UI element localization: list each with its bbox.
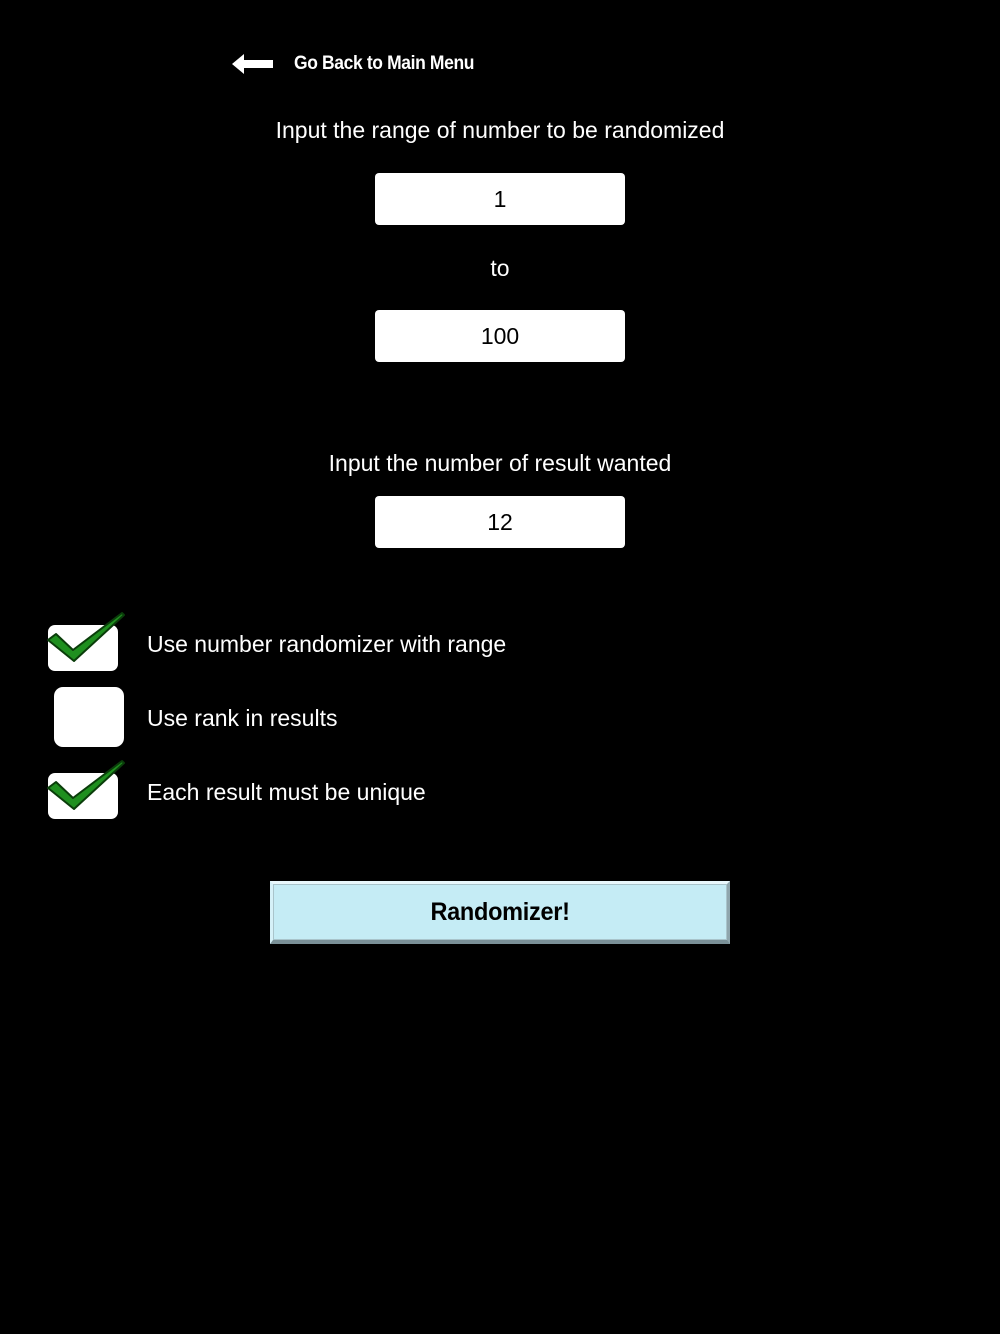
back-to-main-menu-link[interactable]	[232, 48, 490, 80]
range-to-input[interactable]	[375, 310, 625, 362]
option-label: Use rank in results	[147, 704, 338, 731]
left-arrow-icon	[232, 53, 274, 75]
result-count-input[interactable]	[375, 496, 625, 548]
option-rank-results[interactable]	[46, 687, 746, 749]
randomize-button-label: Randomizer!	[430, 897, 570, 926]
range-randomizer-checkbox[interactable]	[46, 613, 126, 675]
randomize-button[interactable]	[270, 881, 730, 944]
range-prompt: Input the range of number to be randomized	[275, 117, 725, 143]
checkmark-icon	[46, 609, 126, 665]
unique-results-checkbox[interactable]	[46, 761, 126, 823]
option-label: Each result must be unique	[147, 778, 426, 805]
checkbox-box	[54, 687, 124, 747]
range-separator: to	[490, 255, 510, 281]
range-from-input[interactable]	[375, 173, 625, 225]
result-count-prompt: Input the number of result wanted	[328, 450, 672, 476]
rank-results-checkbox[interactable]	[46, 687, 126, 749]
back-label: Go Back to Main Menu	[294, 53, 475, 74]
option-label: Use number randomizer with range	[147, 630, 507, 657]
option-range-randomizer[interactable]	[46, 613, 746, 675]
option-unique-results[interactable]	[46, 761, 746, 823]
checkmark-icon	[46, 757, 126, 813]
